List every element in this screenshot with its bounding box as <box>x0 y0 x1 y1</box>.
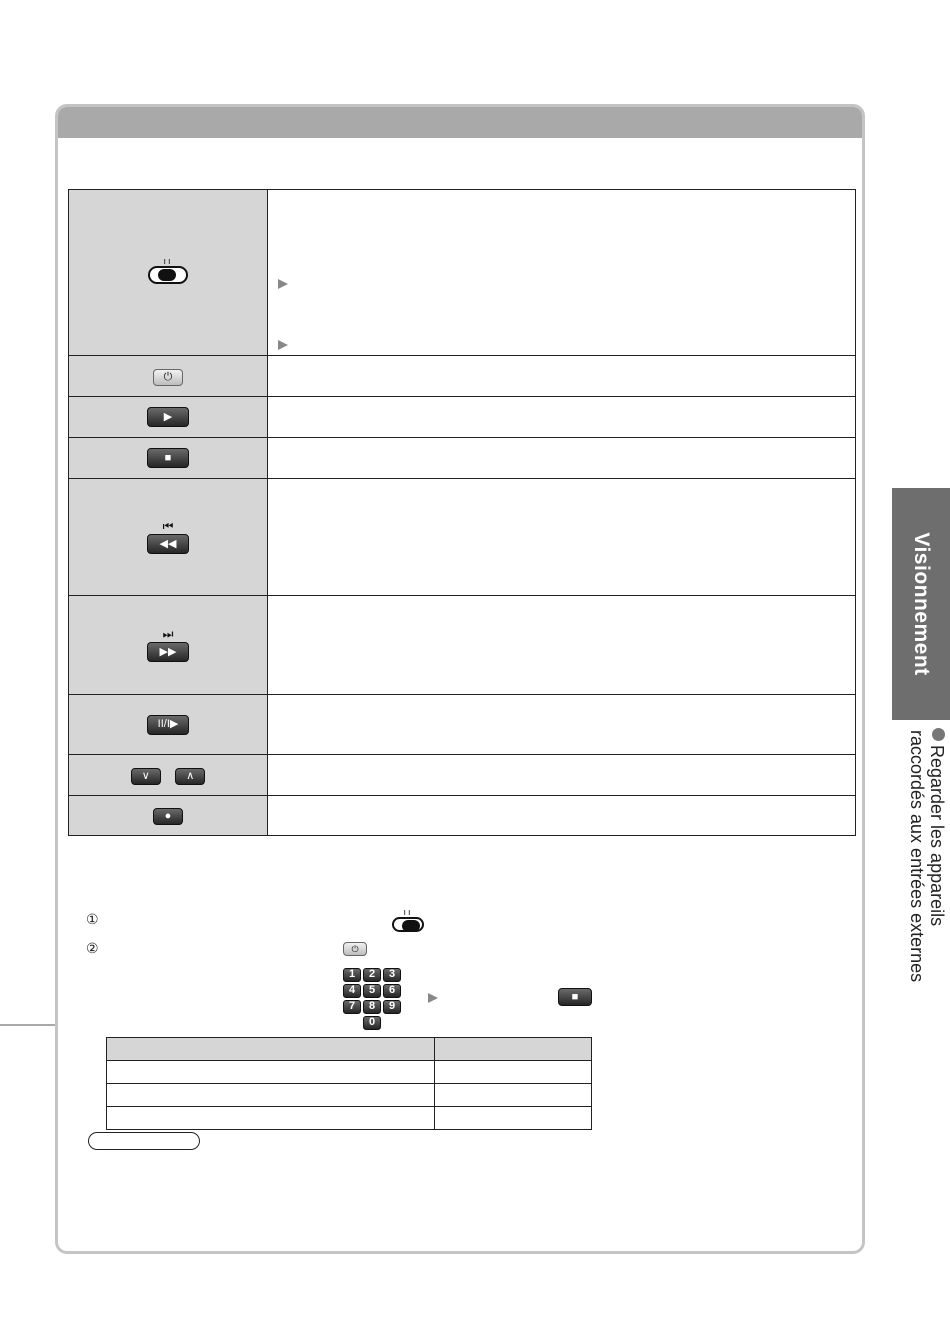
fast-forward-button[interactable] <box>147 642 189 662</box>
play-button[interactable] <box>147 407 189 427</box>
stop-button[interactable] <box>147 448 189 468</box>
power-button[interactable] <box>153 369 183 386</box>
play-icon: ▶ <box>163 410 173 423</box>
pause-icon: II/I▶ <box>157 718 179 731</box>
key-cell-record <box>69 796 268 836</box>
desc-cell-play <box>268 397 856 438</box>
codes-header-cell <box>107 1038 435 1061</box>
stop-button[interactable] <box>558 988 592 1006</box>
side-subtitle-line-2: raccordés aux entrées externes <box>907 730 927 983</box>
channel-down-button[interactable] <box>131 768 161 785</box>
table-row <box>69 397 856 438</box>
left-divider-rule <box>0 1024 55 1026</box>
note-label-pill <box>88 1132 200 1150</box>
numpad <box>343 964 407 1028</box>
stop-icon: ■ <box>164 451 172 464</box>
step-2-marker: ② <box>86 940 99 956</box>
side-subtitle-line-1: Regarder les appareils <box>927 745 947 927</box>
key-cell-toggle <box>69 190 268 356</box>
record-button[interactable] <box>153 808 183 825</box>
numpad-key-2[interactable]: 2 <box>363 968 381 982</box>
table-row <box>69 190 856 356</box>
power-button[interactable] <box>343 942 367 956</box>
table-row <box>107 1084 592 1107</box>
table-row <box>107 1107 592 1130</box>
toggle-ticks: ıı <box>403 907 413 917</box>
chevron-up-icon: ∧ <box>186 769 195 782</box>
codes-cell <box>435 1061 592 1084</box>
table-row <box>69 755 856 796</box>
power-icon: ⏻ <box>351 943 359 954</box>
key-cell-power <box>69 356 268 397</box>
step-1-marker: ① <box>86 911 99 927</box>
table-row <box>69 438 856 479</box>
codes-cell <box>435 1107 592 1130</box>
table-row <box>69 479 856 596</box>
operations-panel <box>55 104 865 1254</box>
desc-cell-pause <box>268 695 856 755</box>
stop-icon: ■ <box>571 990 579 1003</box>
numpad-key-8[interactable]: 8 <box>363 1000 381 1014</box>
desc-cell-rewind <box>268 479 856 596</box>
numpad-key-4[interactable]: 4 <box>343 984 361 998</box>
key-cell-play <box>69 397 268 438</box>
fast-forward-icon: ▶▶ <box>159 645 177 658</box>
arrow-right-icon <box>278 340 288 350</box>
codes-cell <box>435 1084 592 1107</box>
bullet-icon <box>932 728 945 741</box>
desc-cell-record <box>268 796 856 836</box>
arrow-right-icon <box>428 993 438 1003</box>
skip-back-icon: ⏮ <box>162 518 174 533</box>
desc-cell-power <box>268 356 856 397</box>
key-cell-stop <box>69 438 268 479</box>
table-row <box>69 356 856 397</box>
table-row <box>69 796 856 836</box>
table-row <box>107 1061 592 1084</box>
toggle-switch-icon[interactable] <box>392 917 424 932</box>
side-tab-title: Visionnement <box>910 532 933 676</box>
arrow-right-icon <box>278 279 288 289</box>
numpad-key-3[interactable]: 3 <box>383 968 401 982</box>
side-tab <box>892 488 950 720</box>
pause-button[interactable] <box>147 715 189 735</box>
panel-header-bar <box>58 107 862 138</box>
power-icon: ⏻ <box>163 370 173 383</box>
codes-cell <box>107 1061 435 1084</box>
desc-cell-fast-forward <box>268 596 856 695</box>
desc-cell-stop <box>268 438 856 479</box>
rewind-button[interactable] <box>147 534 189 554</box>
codes-table <box>106 1037 592 1130</box>
record-icon: ● <box>164 810 172 822</box>
key-cell-pause <box>69 695 268 755</box>
toggle-switch-icon[interactable] <box>148 266 188 284</box>
key-cell-fast-forward <box>69 596 268 695</box>
table-row <box>69 596 856 695</box>
chevron-down-icon: ∨ <box>141 769 150 782</box>
side-subtitle <box>897 728 947 1038</box>
numpad-key-1[interactable]: 1 <box>343 968 361 982</box>
key-cell-rewind <box>69 479 268 596</box>
skip-forward-icon: ⏭ <box>162 626 174 641</box>
table-row <box>69 695 856 755</box>
rewind-icon: ◀◀ <box>159 537 177 550</box>
codes-cell <box>107 1107 435 1130</box>
step-1-toggle <box>392 908 424 937</box>
numpad-key-5[interactable]: 5 <box>363 984 381 998</box>
operations-table <box>68 189 856 836</box>
desc-cell-toggle <box>268 190 856 356</box>
codes-cell <box>107 1084 435 1107</box>
channel-up-button[interactable] <box>175 768 205 785</box>
numpad-key-7[interactable]: 7 <box>343 1000 361 1014</box>
numpad-key-0[interactable]: 0 <box>363 1016 381 1030</box>
key-cell-channel <box>69 755 268 796</box>
numpad-key-6[interactable]: 6 <box>383 984 401 998</box>
numpad-key-9[interactable]: 9 <box>383 1000 401 1014</box>
desc-cell-channel <box>268 755 856 796</box>
codes-header-cell <box>435 1038 592 1061</box>
table-row <box>107 1038 592 1061</box>
toggle-ticks: ıı <box>163 255 173 266</box>
